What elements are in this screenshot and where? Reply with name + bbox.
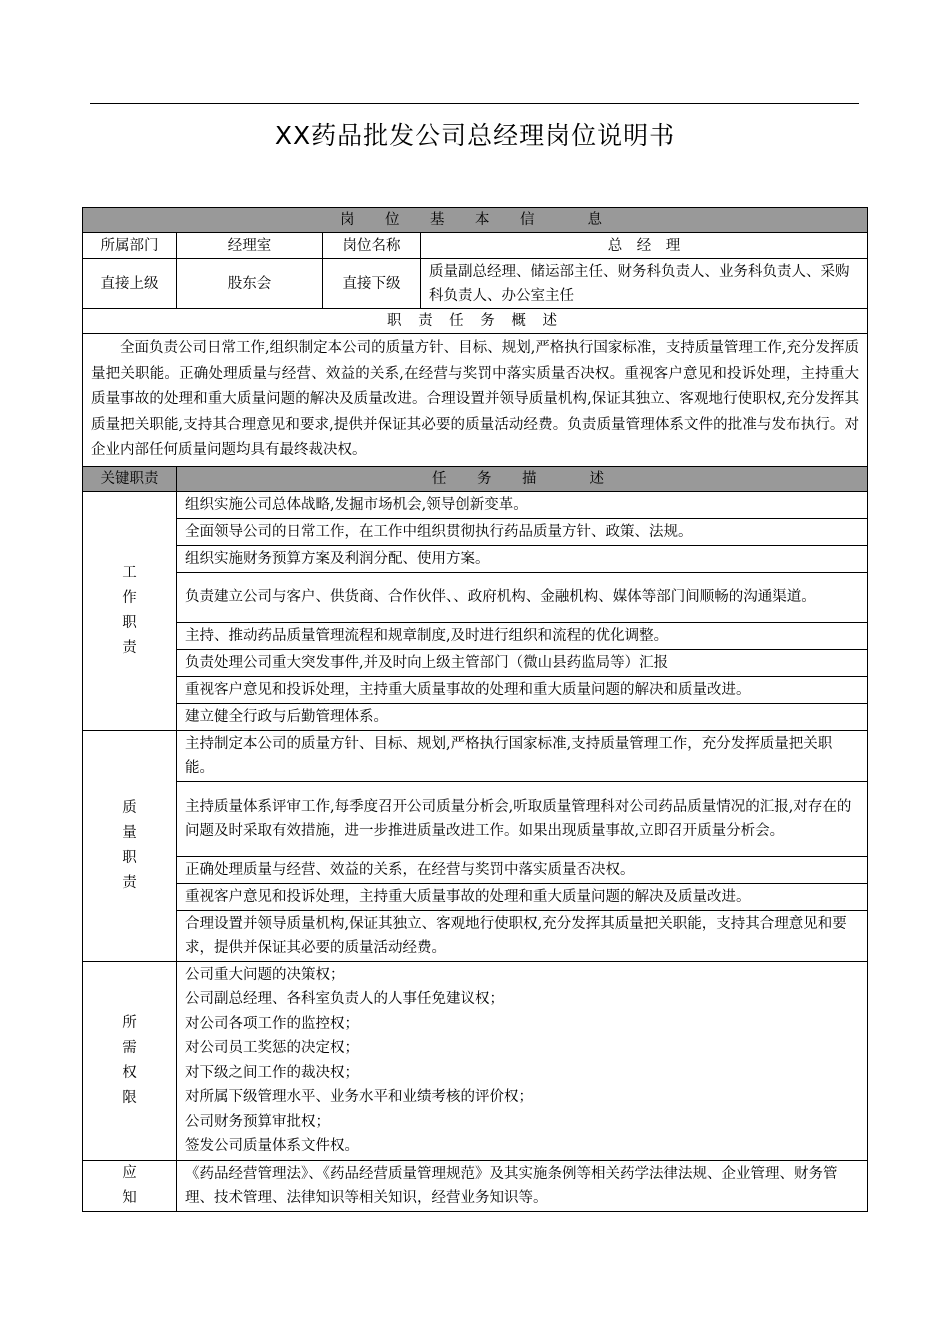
key-duties-header: 关键职责 [83, 466, 177, 491]
work-duty-item: 组织实施财务预算方案及利润分配、使用方案。 [177, 545, 868, 572]
work-duties-label: 工 作 职 责 [83, 491, 177, 730]
superior-label: 直接上级 [83, 259, 177, 309]
rights-item: 公司财务预算审批权； [185, 1113, 330, 1130]
job-description-table [82, 207, 868, 1212]
rights-item: 签发公司质量体系文件权。 [185, 1138, 359, 1154]
dept-label: 所属部门 [83, 233, 177, 259]
rights-item: 对下级之间工作的裁决权； [185, 1064, 359, 1081]
quality-duty-item: 主持质量体系评审工作,每季度召开公司质量分析会,听取质量管理科对公司药品质量情况的汇报,对存在的问题及时采取有效措施，进一步推进质量改进工作。如果出现质量事故,立即召开质量分析会。 [177, 781, 868, 856]
task-desc-header: 任 务 描 述 [177, 466, 868, 491]
superior-value: 股东会 [177, 259, 323, 309]
page-title: XX药品批发公司总经理岗位说明书 [274, 121, 676, 150]
dept-value: 经理室 [177, 233, 323, 259]
quality-duty-item: 正确处理质量与经营、效益的关系，在经营与奖罚中落实质量否决权。 [177, 856, 868, 883]
rights-item: 公司重大问题的决策权； [185, 966, 345, 983]
rights-item: 对公司员工奖惩的决定权； [185, 1040, 359, 1056]
work-duty-item: 主持、推动药品质量管理流程和规章制度,及时进行组织和流程的优化调整。 [177, 622, 868, 649]
rights-item: 对公司各项工作的监控权； [185, 1015, 359, 1032]
quality-duty-item: 重视客户意见和投诉处理，主持重大质量事故的处理和重大质量问题的解决及质量改进。 [177, 883, 868, 910]
header-rule [90, 103, 859, 104]
quality-duties-label: 质 量 职 责 [83, 730, 177, 961]
work-duty-item: 全面领导公司的日常工作，在工作中组织贯彻执行药品质量方针、政策、法规。 [177, 518, 868, 545]
position-value: 总 经 理 [421, 233, 868, 259]
rights-item: 公司副总经理、各科室负责人的人事任免建议权； [185, 991, 504, 1007]
quality-duty-item: 主持制定本公司的质量方针、目标、规划,严格执行国家标准,支持质量管理工作，充分发挥质量把关职能。 [177, 730, 868, 781]
knowledge-text: 《药品经营管理法》、《药品经营质量管理规范》及其实施条例等相关药学法律法规、企业管理、财务管理、技术管理、法律知识等相关知识，经营业务知识等。 [177, 1160, 868, 1211]
work-duty-item: 重视客户意见和投诉处理，主持重大质量事故的处理和重大质量问题的解决和质量改进。 [177, 676, 868, 703]
quality-duty-item: 合理设置并领导质量机构,保证其独立、客观地行使职权,充分发挥其质量把关职能，支持其合理意见和要求，提供并保证其必要的质量活动经费。 [177, 910, 868, 961]
subordinate-value: 质量副总经理、储运部主任、财务科负责人、业务科负责人、采购科负责人、办公室主任 [421, 259, 868, 309]
work-duty-item: 组织实施公司总体战略,发掘市场机会,领导创新变革。 [177, 491, 868, 518]
summary-header: 职 责 任 务 概 述 [83, 309, 868, 334]
basic-info-header: 岗 位 基 本 信 息 [83, 208, 868, 233]
rights-list [177, 961, 868, 1160]
rights-label: 所 需 权 限 [83, 961, 177, 1160]
rights-item: 对所属下级管理水平、业务水平和业绩考核的评价权； [185, 1089, 533, 1105]
work-duty-item: 负责建立公司与客户、供货商、合作伙伴、、政府机构、金融机构、媒体等部门间顺畅的沟通渠道。 [177, 572, 868, 622]
position-label: 岗位名称 [323, 233, 421, 259]
work-duty-item: 建立健全行政与后勤管理体系。 [177, 703, 868, 730]
summary-text: 全面负责公司日常工作,组织制定本公司的质量方针、目标、规划,严格执行国家标准，支持质量管理工作,充分发挥质量把关职能。正确处理质量与经营、效益的关系,在经营与奖罚中落实质量否决权。重视客户意见和投诉处理，主持重大质量事故的处理和重大质量问题的解决及质量改进。合理设置并领导质量机构,保证其独立、客观地行使职权,充分发挥其质量把关职能,支持其合理意见和要求,提供并保证其必要的质量活动经费。负责质量管理体系文件的批准与发布执行。对企业内部任何质量问题均具有最终裁决权。 [83, 334, 868, 467]
subordinate-label: 直接下级 [323, 259, 421, 309]
work-duty-item: 负责处理公司重大突发事件,并及时向上级主管部门（微山县药监局等）汇报 [177, 649, 868, 676]
knowledge-label: 应 知 [83, 1160, 177, 1211]
